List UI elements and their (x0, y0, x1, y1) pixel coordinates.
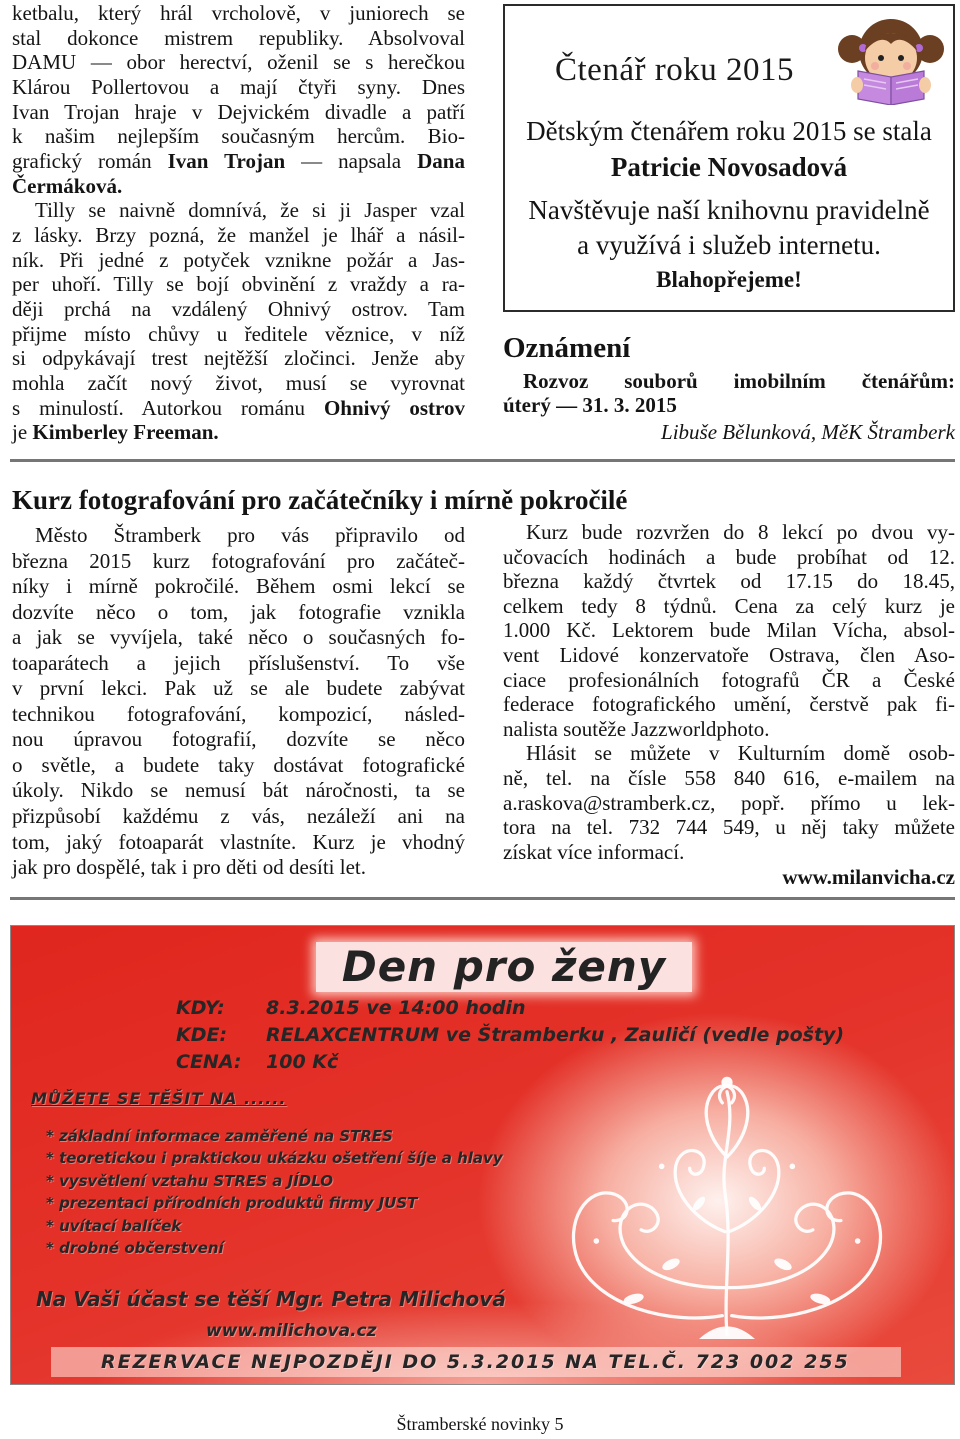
photo-course-heading: Kurz fotografování pro začátečníky i mírně pokročilé (12, 485, 628, 515)
text-run: Ivan Trojan hraje v Dejvickém divadle a patří (12, 99, 465, 124)
text-line (12, 600, 465, 626)
text-run: ně, tel. na čísle 558 840 616, e-mailem na (503, 765, 955, 790)
text-run: nou úpravou fotografií, dozvíte se něco (12, 727, 465, 752)
text-line (12, 322, 465, 347)
text-run: přizpůsobí každému z vás, nezáleží ani na (12, 804, 465, 829)
visit-text-line: a využívá i služeb internetu. (577, 230, 881, 260)
text-run: technikou fotografování, kompozicí, násled- (12, 701, 465, 726)
text-run: stal dokonce mistrem republiky. Absolvoval (12, 25, 465, 50)
reader-of-year-box (503, 4, 955, 312)
text-run: k našim nejlepším současným hercům. Bio- (12, 124, 465, 149)
poster-title-box (316, 942, 692, 992)
announcement-text: Dětským čtenářem roku 2015 se stala (526, 116, 932, 146)
detail-value: 8.3.2015 ve 14:00 hodin (266, 997, 526, 1019)
text-line (12, 198, 465, 223)
text-run: tom, jaký fotoaparát vlastníte. Kurz je vhodný (12, 829, 465, 854)
text-line (12, 523, 465, 549)
detail-label: CENA: (176, 1051, 242, 1073)
text-line (12, 727, 465, 753)
text-line (503, 668, 955, 693)
text-line (12, 549, 465, 575)
bold-text-run: Kimberley Freeman. (32, 420, 219, 445)
paragraph (503, 520, 955, 741)
text-run: z lásky. Brzy pozná, že manžel je lhář a násil- (12, 222, 465, 247)
text-line (12, 124, 465, 149)
text-run: v první lekci. Pak už se ale budete zabývat (12, 676, 465, 701)
program-list (46, 1125, 503, 1259)
text-line (12, 26, 465, 51)
text-line (12, 676, 465, 702)
text-line (12, 830, 465, 856)
text-line (12, 753, 465, 779)
text-run: dozvíte něco o tom, jak fotografie vznikla (12, 599, 465, 624)
girl-reading-book-icon (836, 13, 946, 105)
list-item: * základní informace zaměřené na STRES (46, 1127, 393, 1145)
text-line (12, 778, 465, 804)
text-line (12, 420, 465, 445)
detail-label: KDE: (176, 1024, 228, 1046)
text-line (503, 840, 955, 865)
bold-text-run: Dana (417, 148, 465, 173)
text-line (12, 297, 465, 322)
text-line (12, 149, 465, 174)
section-divider (10, 459, 955, 462)
box-title: Čtenář roku 2015 (555, 52, 794, 88)
poster-reservation: REZERVACE NEJPOZDĚJI DO 5.3.2015 NA TEL.Č. 723 002 255 (101, 1351, 850, 1373)
congratulations-text: Blahopřejeme! (656, 267, 802, 292)
text-run: Hlásit se můžete v Kulturním domě osob- (526, 741, 955, 766)
bold-text-run: Čermáková. (12, 173, 123, 198)
text-run: Tilly se naivně domnívá, že si ji Jasper vzal (35, 198, 465, 223)
paragraph (12, 523, 465, 881)
text-run: ník. Při jedné z potyček vznikne požár a Jas- (12, 247, 465, 272)
text-line (503, 618, 955, 643)
poster-website: www.milichova.cz (206, 1321, 377, 1341)
text-line (12, 75, 465, 100)
text-run: per uhoří. Tilly se bojí obvinění z vraždy a ra- (12, 272, 465, 297)
text-line (12, 50, 465, 75)
text-run: ději prchá na vzdálený Ohnivý ostrov. Tam (12, 296, 465, 321)
paragraph (12, 1, 465, 198)
text-run: úkoly. Nikdo se nemusí bát náročnosti, ta se (12, 778, 465, 803)
text-run: jak pro dospělé, tak i pro děti od desíti let. (12, 855, 367, 880)
text-line (12, 804, 465, 830)
text-run: je (12, 420, 33, 445)
text-run: Město Štramberk pro vás připravilo od (35, 523, 465, 547)
detail-value: RELAXCENTRUM ve Štramberku , Zauličí (vedle pošty) (266, 1024, 845, 1046)
text-run: a jak se vyvíjela, také něco o současných fo- (12, 625, 465, 650)
text-line (12, 272, 465, 297)
paragraph (12, 198, 465, 445)
photo-course-right-column (503, 520, 955, 864)
text-run: učovacích hodinách a bude probíhat od 12. (503, 544, 955, 569)
article-continuation (12, 1, 465, 445)
list-item: * teoretickou i praktickou ukázku ošetření šíje a hlavy (46, 1149, 503, 1168)
text-line (503, 791, 955, 816)
text-line (12, 371, 465, 396)
text-run: přijme místo chůvy u ředitele věznice, v níž (12, 321, 465, 346)
text-run: DAMU — obor herectví, oženil se s herečkou (12, 50, 465, 75)
text-line (503, 717, 955, 742)
text-run: ciace profesionálních fotografů ČR a České (503, 667, 955, 692)
detail-label: KDY: (176, 997, 225, 1019)
text-run: celkem tedy 8 týdnů. Cena za celý kurz je (503, 593, 955, 618)
text-run: ketbalu, který hrál vrcholově, v juniorech se (12, 1, 465, 25)
text-line (503, 545, 955, 570)
text-line (503, 643, 955, 668)
text-line (12, 223, 465, 248)
text-run: vent Lidové konzervatoře Ostrava, člen Aso- (503, 642, 955, 667)
text-line (12, 396, 465, 421)
text-run: 1.000 Kč. Lektorem bude Milan Vícha, absol- (503, 618, 955, 643)
list-item: * prezentaci přírodních produktů firmy JUST (46, 1194, 418, 1213)
text-line (503, 741, 955, 766)
text-run: Kurz bude rozvržen do 8 lekcí po dvou vy- (526, 520, 955, 544)
text-run: Klárou Pollertovou a mají čtyři syny. Dnes (12, 74, 465, 99)
text-run: federace fotografického umění, čerstvě pak fi- (503, 692, 955, 717)
text-run: — napsala (285, 148, 418, 173)
floral-swirl-ornament (559, 1054, 895, 1344)
detail-row-price (11, 1049, 955, 1076)
section-divider (10, 897, 955, 900)
text-line (12, 651, 465, 677)
text-run: níky i mírně pokročilé. Během osmi lekcí se (12, 574, 465, 599)
text-line (12, 346, 465, 371)
poster-title: Den pro ženy (341, 942, 667, 991)
text-run: března 2015 kurz fotografování pro začáteč- (12, 548, 465, 573)
text-line (503, 594, 955, 619)
text-run: s minulostí. Autorkou románu (12, 395, 324, 420)
text-run: si odpykávají trest nejtěžší zločinci. Jenže aby (12, 346, 465, 371)
text-run: března každý čtvrtek od 17.15 do 18.45, (503, 569, 955, 594)
detail-value: 100 Kč (266, 1051, 339, 1073)
text-run: získat více informací. (503, 839, 685, 864)
text-run: a.raskova@stramberk.cz, popř. přímo u lek- (503, 790, 955, 815)
text-run: mohla začít nový život, musí se vyrovnat (12, 370, 465, 395)
text-run: grafický román (12, 148, 168, 173)
text-line (12, 855, 465, 881)
text-line (503, 815, 955, 840)
bold-text-run: Ohnivý ostrov (323, 395, 465, 420)
text-line (12, 100, 465, 125)
text-line (12, 702, 465, 728)
text-run: nalista soutěže Jazzworldphoto. (503, 716, 770, 741)
notice-heading: Oznámení (503, 332, 631, 364)
text-run: o světle, a budete taky dostávat fotografické (12, 752, 465, 777)
paragraph (503, 741, 955, 864)
detail-row-where (11, 1022, 955, 1049)
women-day-poster (10, 925, 955, 1385)
list-item: * uvítací balíček (46, 1216, 182, 1235)
photo-course-left-column (12, 523, 465, 881)
program-heading: MŮŽETE SE TĚŠIT NA ...... (31, 1089, 287, 1108)
text-line (503, 692, 955, 717)
text-line (12, 248, 465, 273)
text-line (503, 520, 955, 545)
list-item: * vysvětlení vztahu STRES a JÍDLO (46, 1171, 333, 1190)
text-line (12, 174, 465, 199)
list-item: * drobné občerstvení (46, 1239, 224, 1258)
text-line (12, 1, 465, 26)
notice-text: Rozvoz souborů imobilním čtenářům: (523, 369, 955, 393)
text-line (503, 766, 955, 791)
page-footer: Štramberské novinky 5 (396, 1414, 564, 1434)
notice-date: úterý — 31. 3. 2015 (503, 393, 677, 417)
photo-course-website: www.milanvicha.cz (782, 865, 955, 889)
notice-signature: Libuše Bělunková, MěK Štramberk (661, 420, 955, 444)
poster-invitation: Na Vaši účast se těší Mgr. Petra Milichová (36, 1287, 506, 1311)
text-run: tora na tel. 732 744 549, u něj taky můžete (503, 815, 955, 840)
bold-text-run: Ivan Trojan (167, 148, 286, 173)
winner-name: Patricie Novosadová (610, 152, 848, 182)
visit-text-line: Navštěvuje naší knihovnu pravidelně (528, 195, 930, 225)
text-line (503, 569, 955, 594)
text-run: toaparátech a jejich příslušenství. To vše (12, 650, 465, 675)
text-line (12, 574, 465, 600)
text-line (12, 625, 465, 651)
detail-row-when (11, 995, 955, 1022)
